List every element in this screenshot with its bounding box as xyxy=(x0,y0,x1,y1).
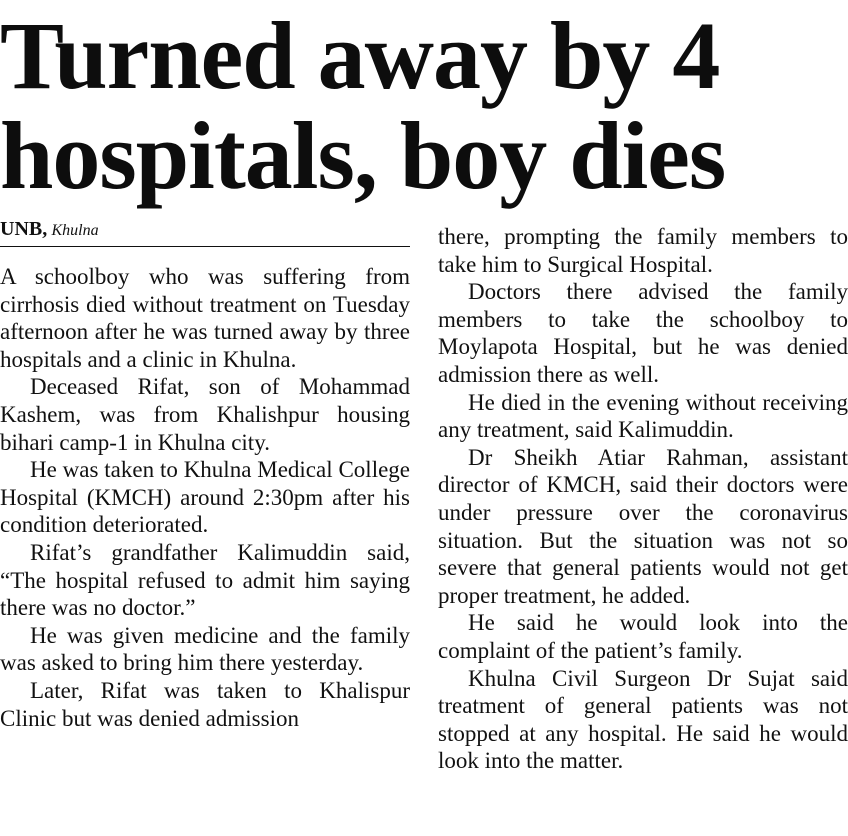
headline xyxy=(0,2,848,209)
article-column-left xyxy=(0,263,410,732)
headline-line-1: Turned away by 4 xyxy=(0,2,720,109)
paragraph: Deceased Rifat, son of Mohammad Kashem, was from Khalishpur housing bihari camp-1 in Khulna city. xyxy=(0,374,410,455)
paragraph: Dr Sheikh Atiar Rahman, assistant director of KMCH, said their doctors were under pressure over the coronavirus situation. But the situation was not so severe that general patients would not get proper treatment, he added. xyxy=(438,444,848,608)
paragraph: He died in the evening without receiving any treatment, said Kalimuddin. xyxy=(438,389,848,443)
byline-divider xyxy=(0,246,410,247)
paragraph: He said he would look into the complaint of the patient’s family. xyxy=(438,610,848,663)
paragraph: there, prompting the family members to take him to Surgical Hospital. xyxy=(438,224,848,277)
byline xyxy=(0,218,410,242)
paragraph: He was taken to Khulna Medical College Hospital (KMCH) around 2:30pm after his condition deteriorated. xyxy=(0,457,410,538)
paragraph: He was given medicine and the family was asked to bring him there yesterday. xyxy=(0,622,410,676)
byline-location: Khulna xyxy=(51,222,99,239)
paragraph: Rifat’s grandfather Kalimuddin said, “The hospital refused to admit him saying there was no doctor.” xyxy=(0,539,410,621)
paragraph: Later, Rifat was taken to Khalispur Clinic but was denied admission xyxy=(0,677,410,731)
headline-line-2: hospitals, boy dies xyxy=(0,102,726,209)
paragraph: Doctors there advised the family members to take the schoolboy to Moylapota Hospital, but he was denied admission there as well. xyxy=(438,279,848,387)
article-column-right xyxy=(438,223,848,775)
paragraph: A schoolboy who was suffering from cirrhosis died without treatment on Tuesday afternoon after he was turned away by three hospitals and a clinic in Khulna. xyxy=(0,264,410,372)
paragraph: Khulna Civil Surgeon Dr Sujat said treatment of general patients was not stopped at any hospital. He said he would look into the matter. xyxy=(438,665,848,774)
byline-agency: UNB, xyxy=(0,218,48,240)
